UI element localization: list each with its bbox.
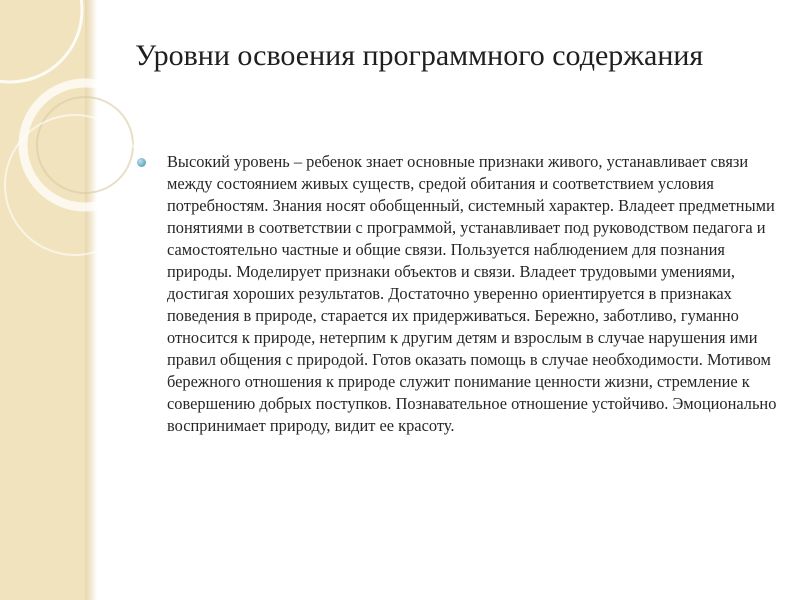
bullet-icon [137, 158, 146, 167]
bullet-item [137, 151, 777, 437]
bullet-text: Высокий уровень – ребенок знает основные признаки живого, устанавливает связи между состоянием живых существ, средой обитания и соответствием условия потребностям. Знания носят обобщенный, системный характер. Владеет предметными понятиями в соответствии с программой, устанавливает под руководством педагога и самостоятельно частные и общие связи. Пользуется наблюдением для познания природы. Моделирует признаки объектов и связи. Владеет трудовыми умениями, достигая хороших результатов. Достаточно уверенно ориентируется в признаках поведения в природе, старается их придерживаться. Бережно, заботливо, гуманно относится к природе, нетерпим к другим детям и взрослым в случае нарушения ими правил общения с природой. Готов оказать помощь в случае необходимости. Мотивом бережного отношения к природе служит понимание ценности жизни, стремление к совершению добрых поступков. Познавательное отношение устойчиво. Эмоционально воспринимает природу, видит ее красоту. [167, 152, 777, 435]
slide-title: Уровни освоения программного содержания [135, 39, 704, 72]
decorative-rings [0, 0, 140, 600]
bullet-list [137, 151, 777, 437]
